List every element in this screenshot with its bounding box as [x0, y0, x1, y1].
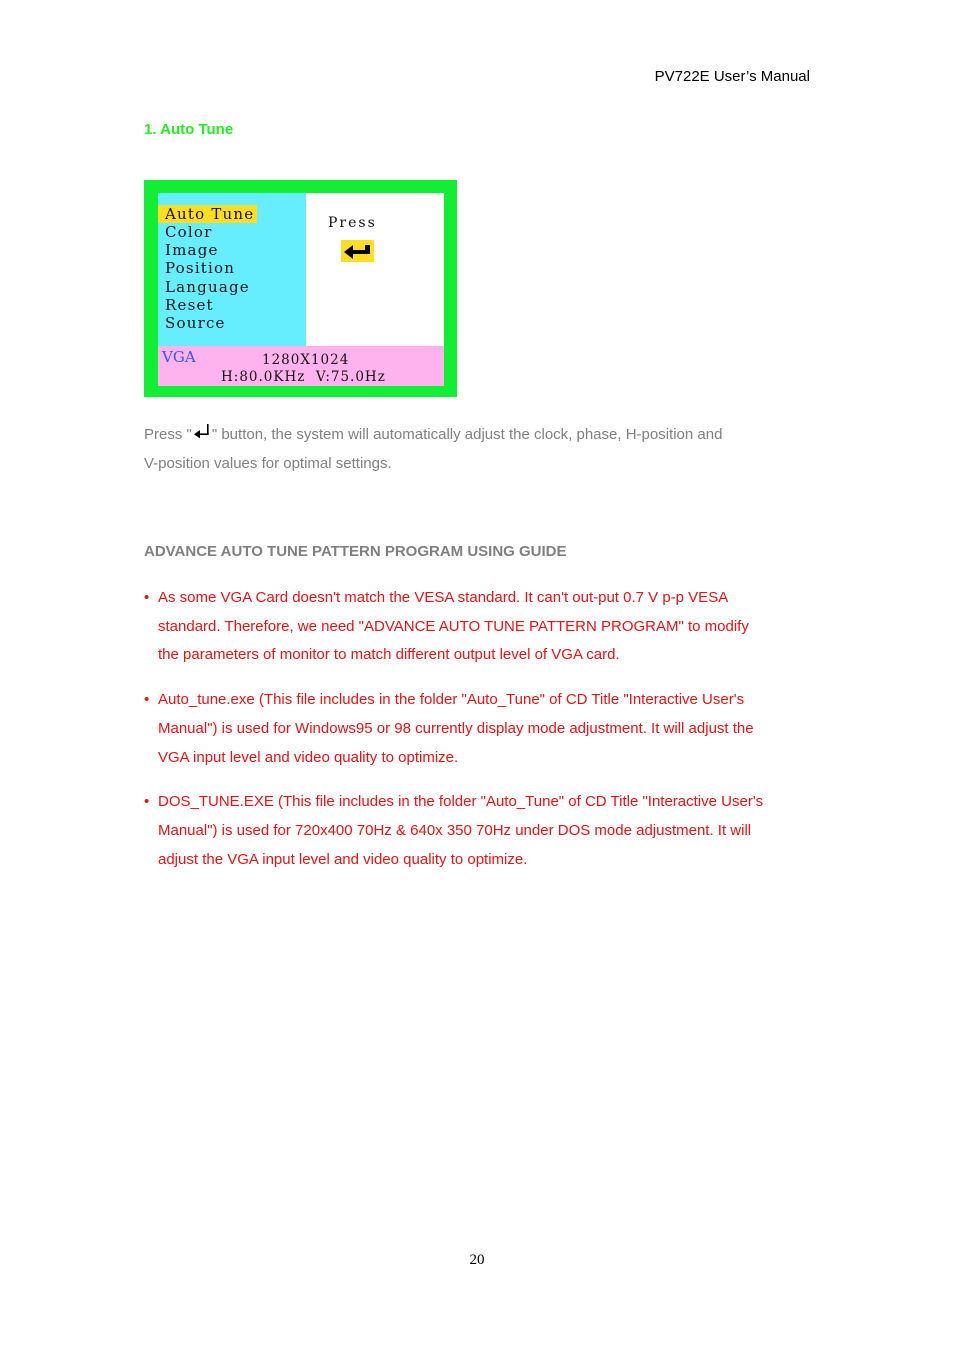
page-header-title: PV722E User’s Manual: [654, 68, 810, 85]
osd-status-bar: [158, 346, 444, 386]
osd-menu-panel: [158, 193, 306, 346]
osd-menu-item-image: Image: [165, 241, 219, 259]
osd-frequency: H:80.0KHz V:75.0Hz: [221, 369, 386, 385]
enter-key-icon: [192, 426, 212, 440]
osd-menu-item-language: Language: [165, 278, 250, 296]
guide-bullet-list: [144, 584, 764, 890]
bullet-dot: •: [144, 589, 150, 606]
list-item: [144, 686, 764, 772]
bullet-text: Auto_tune.exe (This file includes in the folder "Auto_Tune" of CD Title "Interactive User's Manual") is used for Windows95 or 98 currently display mode adjustment. It will adjust the VGA input level and video quality to optimize.: [158, 691, 754, 766]
bullet-dot: •: [144, 793, 150, 811]
bullet-text: As some VGA Card doesn't match the VESA standard. It can't out-put 0.7 V p-p VESA standard. Therefore, we need "ADVANCE AUTO TUNE PATTERN PROGRAM" to modify the parameters of monitor to match different output level of VGA card.: [158, 589, 749, 664]
description-paragraph: [144, 420, 784, 478]
osd-menu-item-position: Position: [165, 259, 236, 277]
osd-detail-panel: [306, 193, 444, 346]
description-text-after: " button, the system will automatically adjust the clock, phase, H-position and: [211, 426, 723, 443]
osd-press-label: Press: [328, 215, 377, 231]
description-text-line2: V-position values for optimal settings.: [144, 455, 392, 472]
section-heading: 1. Auto Tune: [144, 121, 234, 138]
list-item: [144, 584, 764, 670]
description-text-before: Press ": [144, 426, 192, 443]
page-number: 20: [469, 1252, 485, 1268]
osd-menu-item-source: Source: [165, 314, 226, 332]
osd-resolution: 1280X1024: [262, 352, 350, 368]
osd-source-label: VGA: [162, 348, 196, 366]
osd-menu-item-auto-tune: Auto Tune: [158, 205, 257, 223]
osd-menu-item-reset: Reset: [165, 296, 214, 314]
bullet-dot: •: [144, 691, 150, 709]
osd-menu-item-color: Color: [165, 223, 213, 241]
osd-menu-screen: [144, 180, 457, 397]
bullet-text: DOS_TUNE.EXE (This file includes in the folder "Auto_Tune" of CD Title "Interactive User's Manual") is used for 720x400 70Hz & 640x 350 70Hz under DOS mode adjustment. It will adjust the VGA input level and video quality to optimize.: [158, 793, 764, 868]
osd-enter-key: [341, 240, 374, 262]
enter-key-icon: [343, 243, 373, 259]
guide-heading: ADVANCE AUTO TUNE PATTERN PROGRAM USING GUIDE: [144, 543, 567, 560]
list-item: [144, 788, 764, 874]
